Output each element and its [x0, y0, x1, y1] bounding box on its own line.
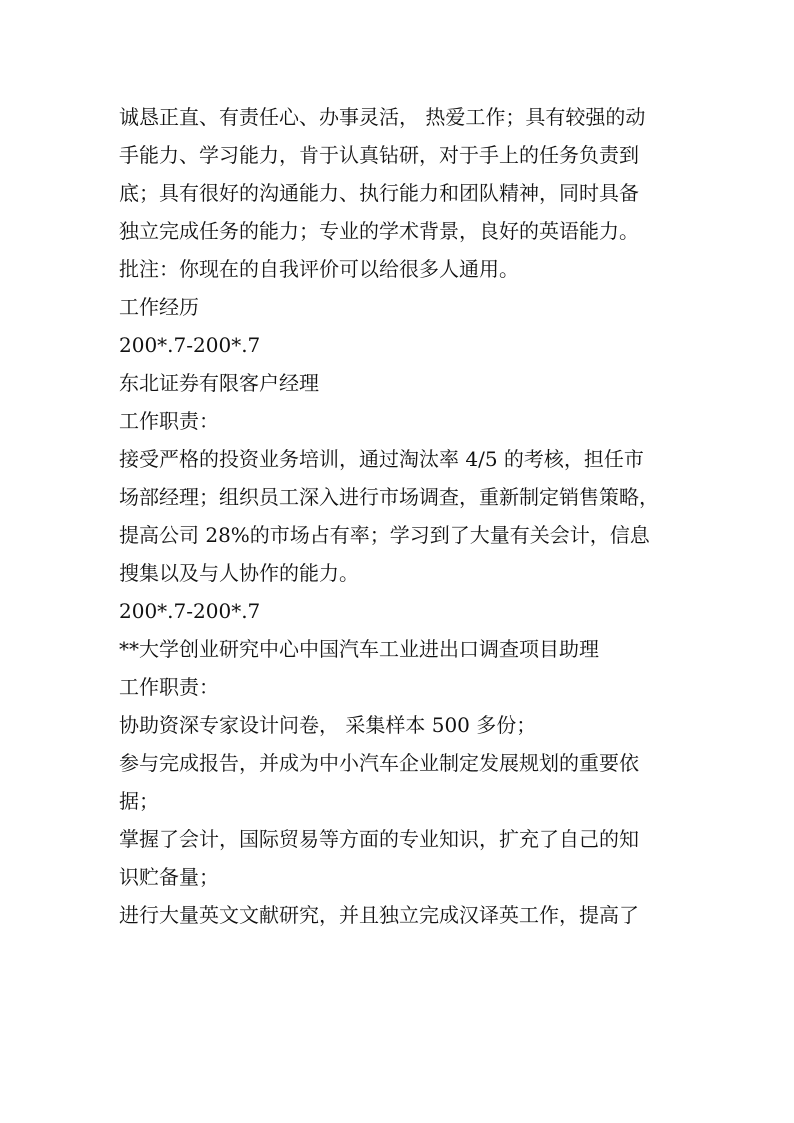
paragraph-line: 场部经理；组织员工深入进行市场调查，重新制定销售策略， [119, 485, 659, 509]
section-heading: 工作经历 [119, 295, 199, 319]
job-title: 东北证券有限客户经理 [119, 371, 319, 395]
paragraph-line: 识贮备量； [119, 865, 219, 889]
paragraph-line: 底；具有很好的沟通能力、执行能力和团队精神，同时具备 [119, 181, 639, 205]
paragraph-line: 接受严格的投资业务培训，通过淘汰率 4/5 的考核，担任市 [119, 447, 644, 471]
job-title: **大学创业研究中心中国汽车工业进出口调查项目助理 [119, 637, 599, 661]
paragraph-line: 搜集以及与人协作的能力。 [119, 561, 359, 585]
date-range: 200*.7-200*.7 [119, 599, 261, 623]
paragraph-line: 手能力、学习能力，肯于认真钻研，对于手上的任务负责到 [119, 143, 639, 167]
paragraph-line: 独立完成任务的能力；专业的学术背景，良好的英语能力。 [119, 219, 639, 243]
paragraph-line: 诚恳正直、有责任心、办事灵活， 热爱工作；具有较强的动 [119, 105, 646, 129]
paragraph-line: 协助资深专家设计问卷， 采集样本 500 多份； [119, 713, 537, 737]
paragraph-line: 据； [119, 789, 159, 813]
paragraph-line: 进行大量英文文献研究，并且独立完成汉译英工作，提高了 [119, 903, 639, 927]
document-body [119, 98, 699, 934]
duties-label: 工作职责： [119, 409, 219, 433]
paragraph-line: 掌握了会计，国际贸易等方面的专业知识，扩充了自己的知 [119, 827, 639, 851]
duties-label: 工作职责： [119, 675, 219, 699]
paragraph-line: 提高公司 28%的市场占有率；学习到了大量有关会计，信息 [119, 523, 650, 547]
annotation-line: 批注：你现在的自我评价可以给很多人通用。 [119, 257, 519, 281]
paragraph-line: 参与完成报告，并成为中小汽车企业制定发展规划的重要依 [119, 751, 639, 775]
date-range: 200*.7-200*.7 [119, 333, 261, 357]
